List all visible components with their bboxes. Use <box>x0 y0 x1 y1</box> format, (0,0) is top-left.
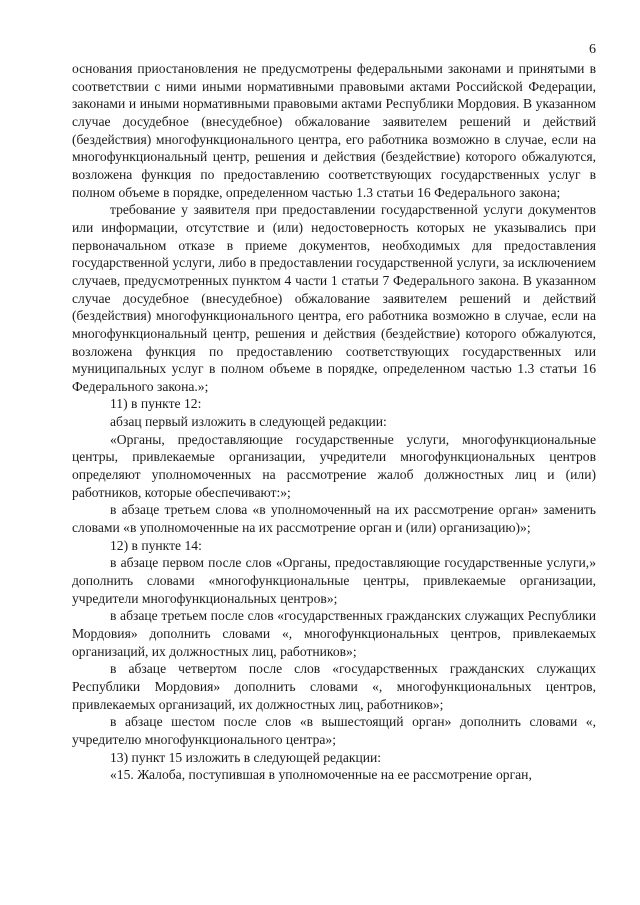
paragraph: в абзаце четвертом после слов «государственных гражданских служащих Республики Мордовия» дополнить словами «, многофункциональных центров, привлекаемых организаций, их должностных лиц, работников»; <box>72 661 596 712</box>
paragraph: в абзаце первом после слов «Органы, предоставляющие государственные услуги,» дополнить словами «многофункциональные центры, привлекаемые организации, учредители многофункциональных центров»; <box>72 555 596 606</box>
paragraph: «15. Жалоба, поступившая в уполномоченные на ее рассмотрение орган, <box>110 767 532 783</box>
paragraph: 12) в пункте 14: <box>110 537 202 553</box>
paragraph: абзац первый изложить в следующей редакции: <box>110 414 387 430</box>
document-body <box>72 60 596 784</box>
paragraph: 11) в пункте 12: <box>110 396 202 412</box>
paragraph: в абзаце третьем слова «в уполномоченный на их рассмотрение орган» заменить словами «в уполномоченные на их рассмотрение орган и (или) организацию)»; <box>72 502 596 536</box>
paragraph: требование у заявителя при предоставлении государственной услуги документов или информации, отсутствие и (или) недостоверность которых не указывались при первоначальном отказе в приеме документов, необходимых для предоставления государственной услуги, либо в предоставлении государственной услуги, за исключением случаев, предусмотренных пунктом 4 части 1 статьи 7 Федерального закона. В указанном случае досудебное (внесудебное) обжалование заявителем решений и действий (бездействия) многофункционального центра, его работника возможно в случае, если на многофункциональный центр, решения и действия (бездействие) которого обжалуются, возложена функция по предоставлению соответствующих государственных или муниципальных услуг в полном объеме в порядке, определенном частью 1.3 статьи 16 Федерального закона.»; <box>72 202 596 394</box>
paragraph: 13) пункт 15 изложить в следующей редакции: <box>110 749 382 765</box>
paragraph: «Органы, предоставляющие государственные услуги, многофункциональные центры, привлекаемые организации, учредители многофункциональных центров определяют уполномоченных на рассмотрение жалоб должностных лиц и (или) работников, которые обеспечивают:»; <box>72 431 596 500</box>
page-number: 6 <box>589 42 596 57</box>
paragraph: в абзаце шестом после слов «в вышестоящий орган» дополнить словами «, учредителю многофункционального центра»; <box>72 714 596 747</box>
paragraph: основания приостановления не предусмотрены федеральными законами и принятыми в соответствии с ними иными нормативными правовыми актами Российской Федерации, законами и иными нормативными правовыми актами Республики Мордовия. В указанном случае досудебное (внесудебное) обжалование заявителем решений и действий (бездействия) многофункционального центра, его работника возможно в случае, если на многофункциональный центр, решения и действия (бездействие) которого обжалуются, возложена функция по предоставлению соответствующих государственных услуг в полном объеме в порядке, определенном частью 1.3 статьи 16 Федерального закона; <box>72 61 596 200</box>
paragraph: в абзаце третьем после слов «государственных гражданских служащих Республики Мордовия» дополнить словами «, многофункциональных центров, привлекаемых организаций, их должностных лиц, работников»; <box>72 608 596 659</box>
